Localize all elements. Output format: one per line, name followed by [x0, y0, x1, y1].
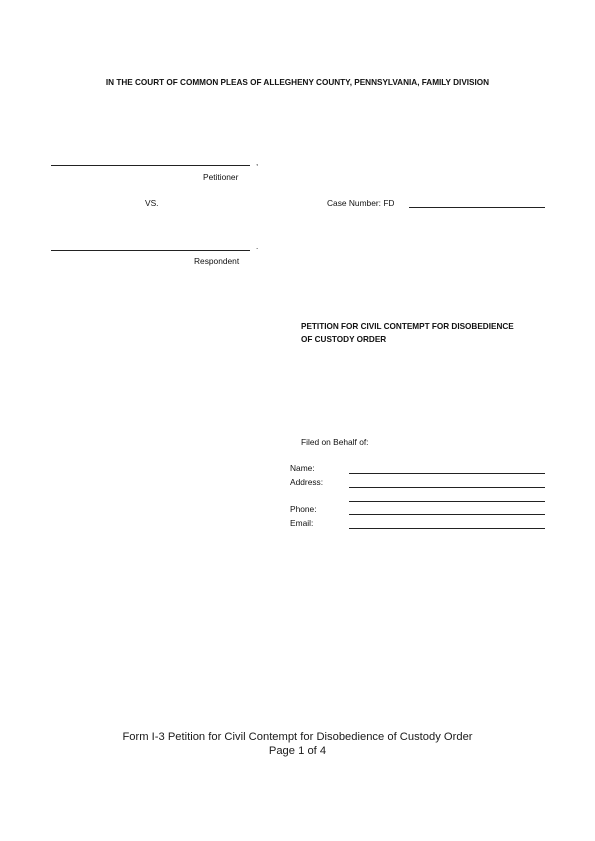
email-label: Email:: [290, 518, 314, 528]
phone-label: Phone:: [290, 504, 317, 514]
name-label: Name:: [290, 463, 315, 473]
email-line[interactable]: [349, 528, 545, 529]
phone-line[interactable]: [349, 514, 545, 515]
footer-form-title: Form I-3 Petition for Civil Contempt for Disobedience of Custody Order: [122, 731, 473, 743]
case-number-label: Case Number: FD: [327, 198, 395, 208]
address-line-2[interactable]: [349, 501, 545, 502]
petitioner-comma: ,: [256, 158, 259, 167]
court-heading: IN THE COURT OF COMMON PLEAS OF ALLEGHENY COUNTY, PENNSYLVANIA, FAMILY DIVISION: [105, 78, 490, 87]
respondent-name-line[interactable]: [51, 250, 250, 251]
filed-on-behalf-heading: Filed on Behalf of:: [301, 437, 369, 447]
name-line[interactable]: [349, 473, 545, 474]
respondent-period: .: [256, 242, 259, 251]
versus-label: VS.: [145, 198, 159, 208]
petitioner-name-line[interactable]: [51, 165, 250, 166]
address-label: Address:: [290, 477, 324, 487]
footer-page-number: Page 1 of 4: [268, 745, 327, 757]
document-title-line1: PETITION FOR CIVIL CONTEMPT FOR DISOBEDIENCE: [301, 322, 514, 331]
document-title-line2: OF CUSTODY ORDER: [301, 335, 387, 344]
address-line-1[interactable]: [349, 487, 545, 488]
respondent-label: Respondent: [194, 256, 240, 266]
petitioner-label: Petitioner: [203, 172, 239, 182]
document-title: [301, 320, 551, 346]
case-number-line[interactable]: [409, 207, 545, 208]
